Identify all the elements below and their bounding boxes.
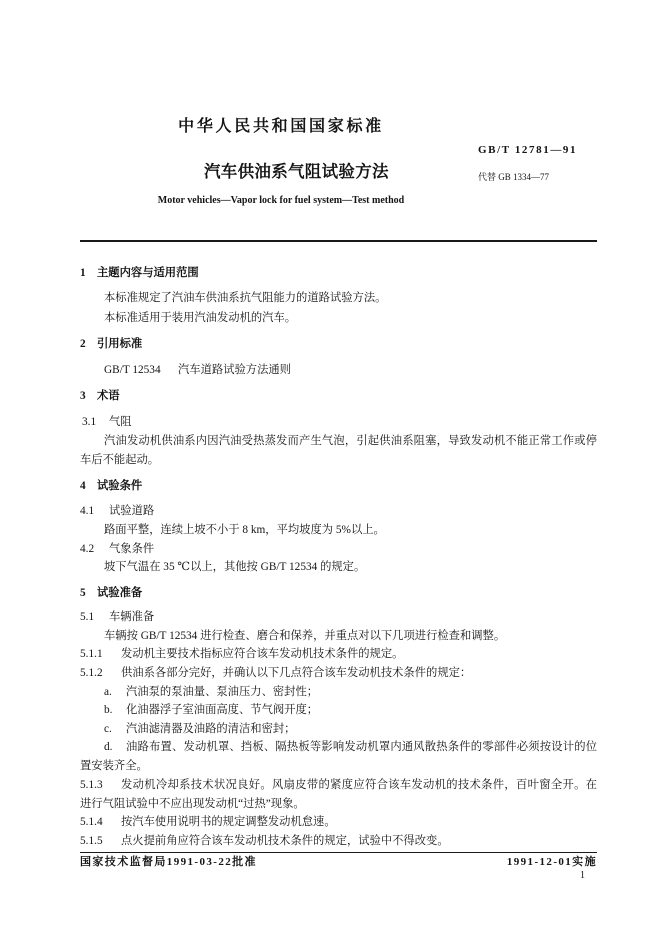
clause-number: 5.1.4	[80, 816, 103, 828]
paragraph-text: 点火提前角应符合该车发动机技术条件的规定，试验中不得改变。	[121, 835, 449, 847]
paragraph-line: 坡下气温在 35 ℃以上，其他按 GB/T 12534 的规定。	[104, 561, 366, 573]
item-label: d.	[104, 741, 113, 753]
paragraph-text: 汽油发动机供油系内因汽油受热蒸发而产生气泡，引起供油系阻塞，导致发动机不能正常工作或停	[104, 435, 597, 447]
section-title: 引用标准	[97, 338, 143, 350]
footer-rule	[80, 852, 597, 853]
page-number: 1	[580, 870, 585, 881]
paragraph-line	[104, 433, 597, 449]
clause-number: 4.1	[80, 505, 95, 517]
item-text: 油路布置、发动机罩、挡板、隔热板等影响发动机罩内通风散热条件的零部件必须按设计的位	[126, 741, 597, 753]
approval-note: 国家技术监督局1991-03-22批准	[80, 856, 257, 868]
reference-entry	[104, 362, 291, 378]
replaces-note: 代替 GB 1334—77	[478, 172, 550, 182]
subclause	[80, 665, 471, 681]
header-rule	[80, 240, 597, 242]
clause-number: 5.1.3	[80, 779, 103, 791]
paragraph-text: 按汽车使用说明书的规定调整发动机怠速。	[121, 816, 336, 828]
item-text: 汽油泵的泵油量、泵油压力、密封性；	[126, 686, 319, 698]
clause-number: 3.1	[82, 416, 97, 428]
clause-title: 试验道路	[109, 505, 155, 517]
clause-heading	[80, 503, 154, 519]
paragraph-line: 车辆按 GB/T 12534 进行检查、磨合和保养，并重点对以下几项进行检查和调整。	[104, 630, 506, 642]
clause-number: 5.1.2	[80, 667, 103, 679]
clause-number: 5.1.1	[80, 648, 103, 660]
section-heading	[80, 265, 199, 281]
paragraph-text: 供油系各部分完好，并确认以下几点符合该车发动机技术条件的规定：	[121, 667, 472, 679]
item-text: 汽油滤清器及油路的清洁和密封；	[126, 723, 296, 735]
section-number: 3	[80, 390, 86, 402]
section-title: 试验条件	[97, 480, 143, 492]
paragraph-line: 进行气阻试验中不应出现发动机“过热”现象。	[80, 798, 305, 810]
reference-code: GB/T 12534	[104, 364, 161, 376]
section-number: 1	[80, 267, 86, 279]
clause-title: 气象条件	[109, 543, 155, 555]
clause-number: 4.2	[80, 543, 95, 555]
list-item	[104, 739, 597, 755]
section-number: 2	[80, 338, 86, 350]
section-title: 试验准备	[97, 587, 143, 599]
reference-title: 汽车道路试验方法通则	[178, 364, 291, 376]
list-item	[104, 684, 318, 700]
clause-heading	[80, 541, 154, 557]
clause-title: 车辆准备	[109, 611, 155, 623]
section-title: 术语	[97, 390, 120, 402]
subclause	[80, 814, 336, 830]
section-heading	[80, 388, 120, 404]
clause-number: 5.1	[80, 611, 95, 623]
subclause	[80, 646, 403, 662]
item-label: b.	[104, 704, 113, 716]
clause-heading	[82, 414, 132, 430]
section-heading	[80, 336, 142, 352]
list-item	[104, 721, 295, 737]
clause-heading	[80, 609, 154, 625]
section-number: 5	[80, 587, 86, 599]
section-number: 4	[80, 480, 86, 492]
paragraph-line: 本标准规定了汽油车供油系抗气阻能力的道路试验方法。	[104, 292, 387, 304]
clause-number: 5.1.5	[80, 835, 103, 847]
subclause	[80, 833, 449, 849]
clause-title: 气阻	[109, 416, 132, 428]
item-text: 化油器浮子室油面高度、节气阀开度；	[126, 704, 319, 716]
section-heading	[80, 585, 142, 601]
paragraph-line: 路面平整，连续上坡不小于 8 km，平均坡度为 5%以上。	[104, 524, 385, 536]
section-heading	[80, 478, 142, 494]
paragraph-text: 发动机主要技术指标应符合该车发动机技术条件的规定。	[121, 648, 404, 660]
paragraph-line: 车后不能起动。	[80, 454, 160, 466]
document-title: 汽车供油系气阻试验方法	[204, 162, 389, 181]
english-title: Motor vehicles—Vapor lock for fuel system—Test method	[157, 195, 405, 206]
effective-date: 1991-12-01实施	[506, 856, 597, 868]
list-item	[104, 702, 318, 718]
paragraph-line: 置安装齐全。	[80, 760, 148, 772]
item-label: a.	[104, 686, 112, 698]
section-title: 主题内容与适用范围	[97, 267, 199, 279]
item-label: c.	[104, 723, 112, 735]
paragraph-text: 发动机冷却系技术状况良好。风扇皮带的紧度应符合该车发动机的技术条件，百叶窗全开。在	[121, 779, 597, 791]
subclause	[80, 777, 597, 793]
paragraph-line: 本标准适用于装用汽油发动机的汽车。	[104, 312, 297, 324]
org-title: 中华人民共和国国家标准	[178, 118, 384, 135]
standard-number: GB/T 12781—91	[478, 144, 578, 156]
